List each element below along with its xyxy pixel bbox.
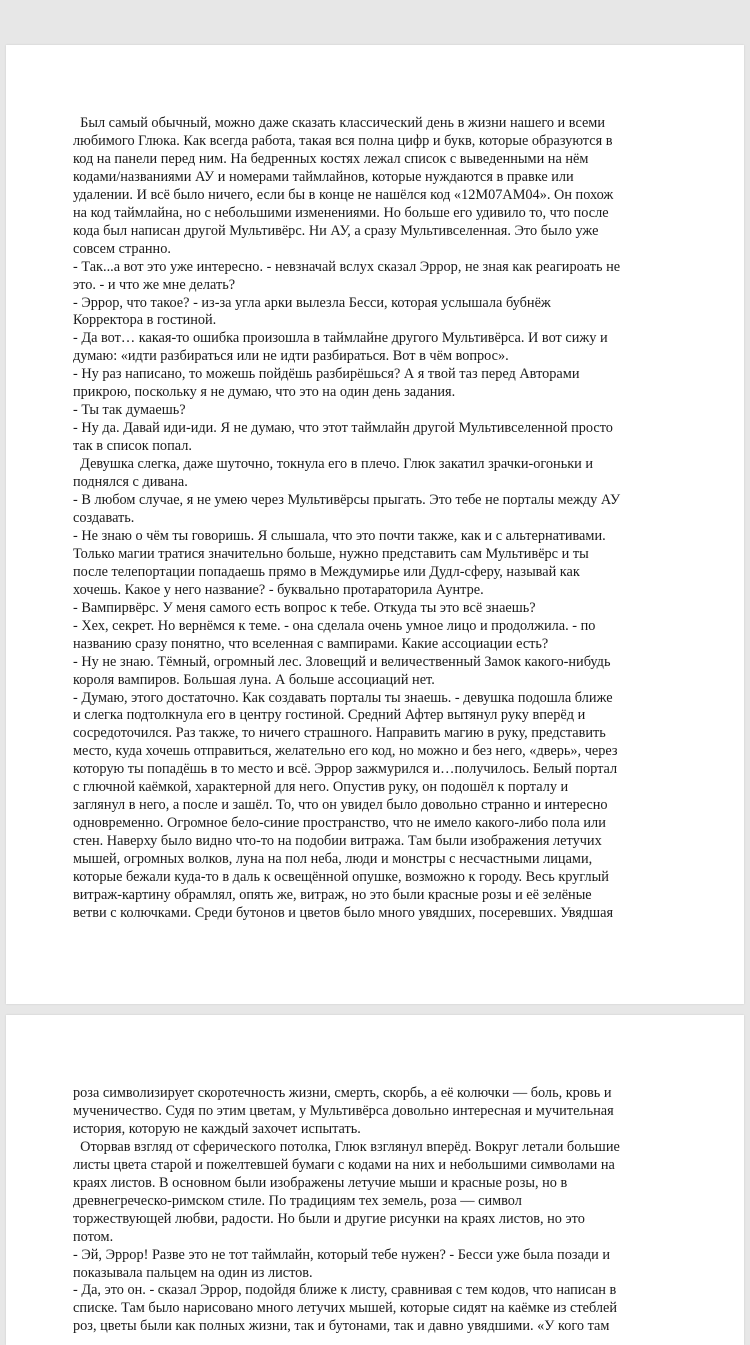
text-line: названию сразу понятно, что вселенная с вампирами. Какие ассоциации есть? [73,635,549,652]
text-line: показывала пальцем на один из листов. [73,1264,313,1281]
text-line: - Хех, секрет. Но вернёмся к теме. - она сделала очень умное лицо и продолжила. - по [73,617,596,634]
text-line: витраж-картину обрамлял, опять же, витраж, но это были красные розы и её зелёные [73,886,592,903]
text-line: хочешь. Какое у него название? - буквально протараторила Аунтре. [73,581,484,598]
text-line: роз, цветы были как полных жизни, так и бутонами, так и давно увядшими. «У кого там [73,1318,610,1335]
text-line: - Эррор, что такое? - из-за угла арки вылезла Бесси, которая услышала бубнёж [73,294,551,311]
page-2-text [73,1085,687,1336]
text-line: роза символизирует скоротечность жизни, смерть, скорбь, а её колючки — боль, кровь и [73,1085,612,1101]
text-line: которую ты попадёшь в то место и всё. Эррор зажмурился и…получилось. Белый портал [73,761,618,778]
text-line: и слегка подтолкнула его в центру гостиной. Средний Афтер вытянул руку вперёд и [73,707,586,724]
text-line: после телепортации попадаешь прямо в Междумирье или Дудл-сферу, называй как [73,563,580,580]
text-line: списке. Там было нарисовано много летучих мышей, которые сидят на каёмке из стеблей [73,1300,618,1317]
text-line: краях листов. В основном были изображены летучие мыши и красные розы, но в [73,1174,568,1191]
text-line: создавать. [73,509,135,526]
text-line: поднялся с дивана. [73,474,188,491]
text-line: древнегреческо-римском стиле. По традициям тех земель, роза — символ [73,1192,522,1209]
text-line: одновременно. Огромное бело-синие пространство, что не имело какого-либо пола или [73,815,606,832]
text-line: это. - и что же мне делать? [73,276,236,293]
text-line: история, которую не каждый захочет испытать. [73,1120,361,1137]
text-line: Только магии тратися значительно больше, нужно представить сам Мультивёрс и ты [73,545,589,562]
text-line: кода был написан другой Мультивёрс. Ни АУ, а сразу Мультивселенная. Это было уже [73,222,599,239]
text-line: которые бежали куда-то в даль к освещённой опушке, возможно к городу. Весь круглый [73,869,609,886]
text-line: мышей, огромных волков, луна на пол неба, люди и монстры с несчастными лицами, [73,851,593,868]
text-line: кодами/названиями АУ и номерами таймлайнов, которые нуждаются в правке или [73,168,574,185]
text-line: Был самый обычный, можно даже сказать классический день в жизни нашего и всеми [73,115,606,131]
text-line: - Ну раз написано, то можешь пойдёшь разбирёшься? А я твой таз перед Авторами [73,366,580,383]
text-line: торжествующей любви, радости. Но были и другие рисунки на краях листов, но это [73,1210,585,1227]
text-line: удалении. И всё было ничего, если бы в конце не нашёлся код «12М07АМ04». Он похож [73,186,614,203]
text-line: код на панели перед ним. На бедренных костях лежал список с выведенными на нём [73,150,589,167]
text-line: ветви с колючками. Среди бутонов и цветов было много увядших, посеревших. Увядшая [73,904,614,921]
text-line: на код таймлайна, но с небольшими изменениями. Но больше его удивило то, что после [73,204,609,221]
text-line: - Да, это он. - сказал Эррор, подойдя ближе к листу, сравнивая с тем кодов, что написан в [73,1282,617,1299]
text-line: - Ты так думаешь? [73,402,186,419]
text-line: - Эй, Эррор! Разве это не тот таймлайн, который тебе нужен? - Бесси уже была позади и [73,1246,610,1263]
text-line: прикрою, поскольку я не думаю, что это на один день задания. [73,384,456,401]
text-line: место, куда хочешь отправиться, желательно его код, но можно и без него, «дверь», через [73,743,618,760]
text-line: Девушка слегка, даже шуточно, токнула его в плечо. Глюк закатил зрачки-огоньки и [73,456,594,473]
text-line: заглянул в него, а после и зашёл. То, что он увидел было довольно странно и интересно [73,797,608,814]
text-line: потом. [73,1228,114,1245]
text-line: - Ну да. Давай иди-иди. Я не думаю, что этот таймлайн другой Мультивселенной просто [73,420,613,437]
text-line: совсем странно. [73,240,171,257]
text-line: Оторвав взгляд от сферического потолка, Глюк взглянул вперёд. Вокруг летали большие [73,1138,620,1155]
text-line: Корректора в гостиной. [73,312,217,329]
text-line: - Ну не знаю. Тёмный, огромный лес. Зловещий и величественный Замок какого-нибудь [73,653,611,670]
text-line: так в список попал. [73,438,192,455]
text-line: стен. Наверху было видно что-то на подобии витража. Там были изображения летучих [73,833,602,850]
document-page-2 [6,1015,744,1345]
text-line: мученичество. Судя по этим цветам, у Мультивёрса довольно интересная и мучительная [73,1102,614,1119]
text-line: - В любом случае, я не умею через Мультивёрсы прыгать. Это тебе не порталы между АУ [73,492,621,509]
text-line: думаю: «идти разбираться или не идти разбираться. Вот в чём вопрос». [73,348,509,365]
text-line: короля вампиров. Большая луна. А больше ассоциаций нет. [73,671,435,688]
text-line: с глючной каёмкой, характерной для него. Опустив руку, он подошёл к порталу и [73,779,569,796]
document-page-1 [6,45,744,1004]
text-line: сосредоточился. Раз также, то ничего страшного. Направить магию в руку, представить [73,725,606,742]
text-line: - Думаю, этого достаточно. Как создавать порталы ты знаешь. - девушка подошла ближе [73,689,613,706]
text-line: - Да вот… какая-то ошибка произошла в таймлайне другого Мультивёрса. И вот сижу и [73,330,608,347]
page-1-text [73,115,687,923]
text-line: листы цвета старой и пожелтевшей бумаги с кодами на них и небольшими символами на [73,1156,615,1173]
text-line: - Не знаю о чём ты говоришь. Я слышала, что это почти также, как и с альтернативами. [73,527,606,544]
text-line: - Так...а вот это уже интересно. - невзначай вслух сказал Эррор, не зная как реагироать не [73,258,621,275]
text-line: любимого Глюка. Как всегда работа, такая вся полна цифр и букв, которые образуются в [73,132,613,149]
text-line: - Вампирвёрс. У меня самого есть вопрос к тебе. Откуда ты это всё знаешь? [73,599,536,616]
